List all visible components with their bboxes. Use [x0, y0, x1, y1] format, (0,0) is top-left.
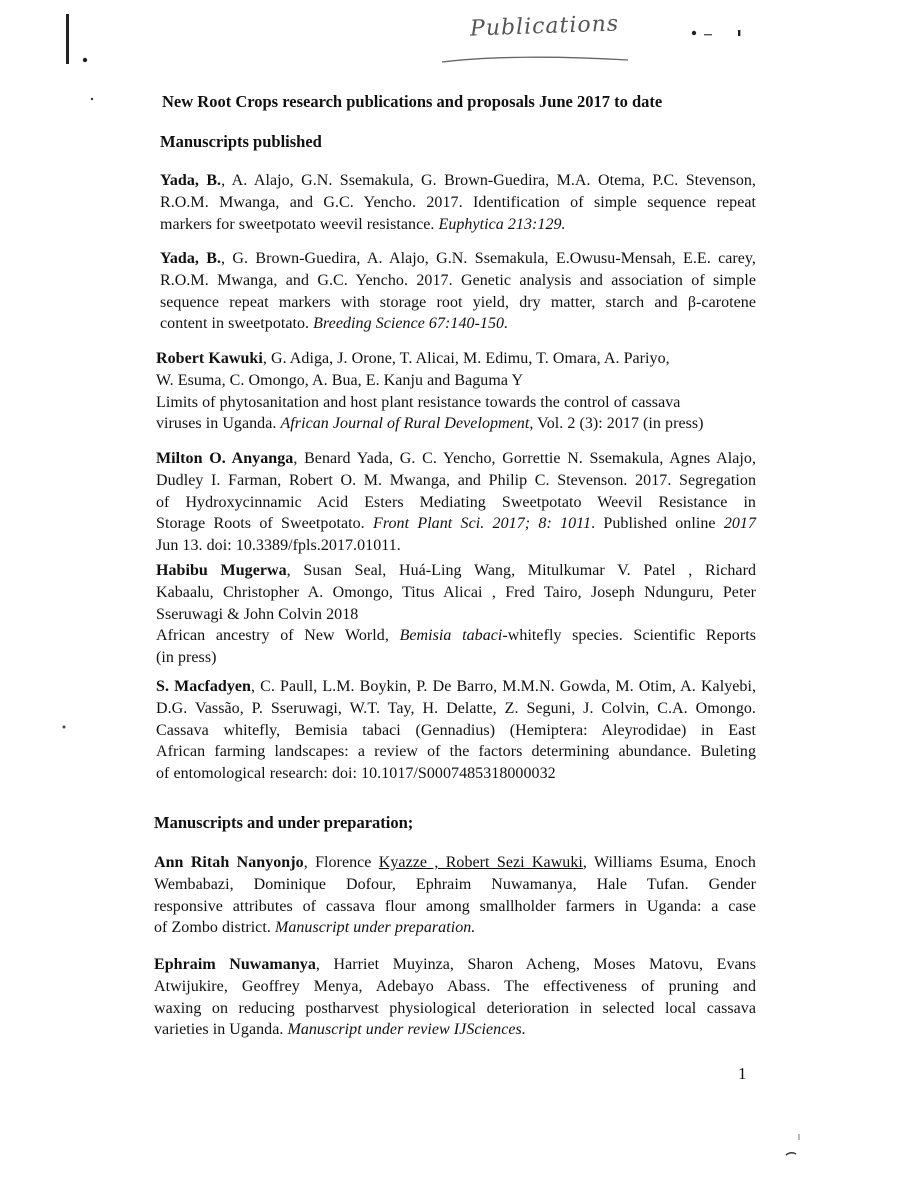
reference-line	[160, 192, 756, 214]
reference-text: , Benard Yada, G. C. Yencho, Gorrettie N. Ssemakula, Agnes Alajo,	[293, 450, 757, 467]
reference-text: R.O.M. Mwanga, and G.C. Yencho. 2017. Genetic analysis and association of simple	[160, 271, 756, 289]
reference-line	[154, 852, 756, 874]
reference-entry	[160, 248, 756, 335]
reference-text: Dudley I. Farman, Robert O. M. Mwanga, and Philip C. Stevenson. 2017. Segregation	[156, 471, 756, 489]
reference-line	[160, 313, 756, 335]
scan-dash	[738, 30, 740, 36]
citation-italic: Euphytica 213:129.	[438, 215, 566, 233]
reference-line	[156, 448, 756, 470]
reference-line	[154, 954, 756, 976]
reference-text: , Williams Esuma, Enoch	[582, 854, 756, 871]
citation-italic: African Journal of Rural Development	[280, 415, 530, 433]
section-heading: Manuscripts and under preparation;	[154, 813, 414, 832]
lead-author: Milton O. Anyanga	[156, 450, 294, 467]
reference-line	[160, 170, 756, 192]
scan-dot	[83, 58, 87, 62]
lead-author: S. Macfadyen	[156, 678, 251, 695]
reference-line	[160, 248, 756, 270]
reference-text: African farming landscapes: a review of the factors determining abundance. Buleting	[156, 743, 756, 761]
reference-text: Sseruwagi & John Colvin 2018	[156, 605, 359, 623]
reference-text: (in press)	[156, 649, 217, 667]
reference-line	[156, 470, 756, 492]
lead-author: Robert Kawuki	[156, 350, 263, 367]
reference-entry	[156, 676, 756, 785]
reference-text: responsive attributes of cassava flour among smallholder farmers in Uganda: a case	[154, 897, 756, 915]
lead-author: Ann Ritah Nanyonjo	[154, 854, 304, 871]
reference-text: , Harriet Muyinza, Sharon Acheng, Moses Matovu, Evans	[315, 956, 756, 973]
reference-text: African ancestry of New World,	[156, 627, 400, 645]
reference-text: D.G. Vassão, P. Sseruwagi, W.T. Tay, H. Delatte, Z. Seguni, J. Colvin, C.A. Omongo.	[156, 699, 756, 717]
reference-text: Limits of phytosanitation and host plant resistance towards the control of cassava	[156, 393, 681, 411]
reference-text: , A. Alajo, G.N. Ssemakula, G. Brown-Guedira, M.A. Otema, P.C. Stevenson,	[221, 172, 756, 189]
reference-line	[156, 698, 756, 720]
reference-text: Wembabazi, Dominique Dofour, Ephraim Nuwamanya, Hale Tufan. Gender	[154, 875, 756, 893]
reference-line	[154, 976, 756, 998]
reference-text: of Zombo district.	[154, 919, 275, 937]
reference-line	[156, 720, 756, 742]
lead-author: Yada, B.	[160, 172, 222, 189]
reference-line	[156, 392, 756, 414]
reference-line	[156, 763, 756, 785]
reference-line	[156, 741, 756, 763]
reference-line	[154, 917, 756, 939]
reference-line	[156, 676, 756, 698]
document-title: New Root Crops research publications and proposals June 2017 to date	[162, 92, 663, 111]
reference-line	[156, 513, 756, 535]
reference-line	[156, 625, 756, 647]
reference-text: of Hydroxycinnamic Acid Esters Mediating Sweetpotato Weevil Resistance in	[156, 493, 756, 511]
reference-text: sequence repeat markers with storage root yield, dry matter, starch and β-carotene	[160, 293, 756, 311]
reference-entry	[156, 560, 756, 669]
handwritten-note: Publications	[469, 11, 620, 42]
scan-dot	[692, 31, 696, 35]
reference-text: -whitefly species. Scientific Reports	[502, 627, 756, 645]
scan-dash	[704, 34, 712, 35]
reference-line	[154, 1019, 756, 1041]
reference-line	[156, 370, 756, 392]
section-heading: Manuscripts published	[160, 132, 322, 151]
reference-line	[156, 560, 756, 582]
reference-line	[154, 998, 756, 1020]
reference-text: Storage Roots of Sweetpotato.	[156, 515, 373, 533]
page-number: 1	[738, 1064, 747, 1083]
reference-line	[156, 582, 756, 604]
reference-text: waxing on reducing postharvest physiological deterioration in selected local cassava	[154, 999, 756, 1017]
reference-text: viruses in Uganda.	[156, 415, 281, 433]
scan-bar	[66, 14, 69, 64]
reference-entry	[156, 448, 756, 557]
reference-text: , G. Brown-Guedira, A. Alajo, G.N. Ssemakula, E.Owusu-Mensah, E.E. carey,	[221, 250, 756, 267]
reference-line	[156, 413, 756, 435]
reference-line	[156, 604, 756, 626]
lead-author: Ephraim Nuwamanya	[154, 956, 316, 973]
reference-text: of entomological research: doi: 10.1017/S0007485318000032	[156, 765, 556, 783]
reference-text: Atwijukire, Geoffrey Menya, Adebayo Abass. The effectiveness of pruning and	[154, 977, 756, 995]
citation-italic: Front Plant Sci. 2017; 8: 1011	[373, 515, 592, 533]
reference-text: content in sweetpotato.	[160, 315, 314, 333]
reference-text: , Florence	[303, 854, 379, 871]
citation-italic: Bemisia tabaci	[399, 627, 503, 645]
reference-text: , C. Paull, L.M. Boykin, P. De Barro, M.M.N. Gowda, M. Otim, A. Kalyebi,	[251, 678, 756, 695]
reference-text: , G. Adiga, J. Orone, T. Alicai, M. Edimu, T. Omara, A. Pariyo,	[262, 350, 670, 367]
reference-line	[154, 896, 756, 918]
reference-text: Kyazze , Robert Sezi Kawuki	[378, 854, 583, 871]
reference-line	[156, 535, 756, 557]
scan-dot	[91, 98, 93, 100]
lead-author: Yada, B.	[160, 250, 222, 267]
reference-line	[160, 214, 756, 236]
reference-line	[156, 647, 756, 669]
citation-italic: Breeding Science 67:140-150.	[313, 315, 509, 333]
reference-line	[160, 292, 756, 314]
reference-entry	[156, 348, 756, 435]
citation-italic: Manuscript under preparation.	[274, 919, 476, 937]
reference-entry	[154, 954, 756, 1041]
citation-italic: Manuscript under review IJSciences.	[287, 1021, 526, 1039]
reference-line	[160, 270, 756, 292]
reference-text: , Susan Seal, Huá-Ling Wang, Mitulkumar V. Patel , Richard	[286, 562, 757, 579]
reference-text: . Published online	[591, 515, 724, 533]
scan-mark	[786, 1153, 796, 1155]
reference-entry	[154, 852, 756, 939]
reference-text: varieties in Uganda.	[154, 1021, 288, 1039]
reference-entry	[160, 170, 756, 235]
scan-dot	[63, 726, 66, 729]
reference-text: Jun 13. doi: 10.3389/fpls.2017.01011.	[156, 537, 401, 555]
reference-text: , Vol. 2 (3): 2017 (in press)	[529, 415, 704, 433]
reference-line	[156, 348, 756, 370]
reference-text: R.O.M. Mwanga, and G.C. Yencho. 2017. Identification of simple sequence repeat	[160, 193, 756, 211]
reference-text: W. Esuma, C. Omongo, A. Bua, E. Kanju and Baguma Y	[156, 371, 524, 389]
reference-text: Kabaalu, Christopher A. Omongo, Titus Alicai , Fred Tairo, Joseph Ndunguru, Peter	[156, 583, 756, 601]
citation-italic: 2017	[723, 515, 757, 533]
lead-author: Habibu Mugerwa	[156, 562, 287, 579]
handwritten-underline	[440, 52, 630, 66]
reference-line	[154, 874, 756, 896]
reference-text: Cassava whitefly, Bemisia tabaci (Gennadius) (Hemiptera: Aleyrodidae) in East	[156, 721, 756, 739]
reference-text: markers for sweetpotato weevil resistance.	[160, 215, 439, 233]
reference-line	[156, 492, 756, 514]
